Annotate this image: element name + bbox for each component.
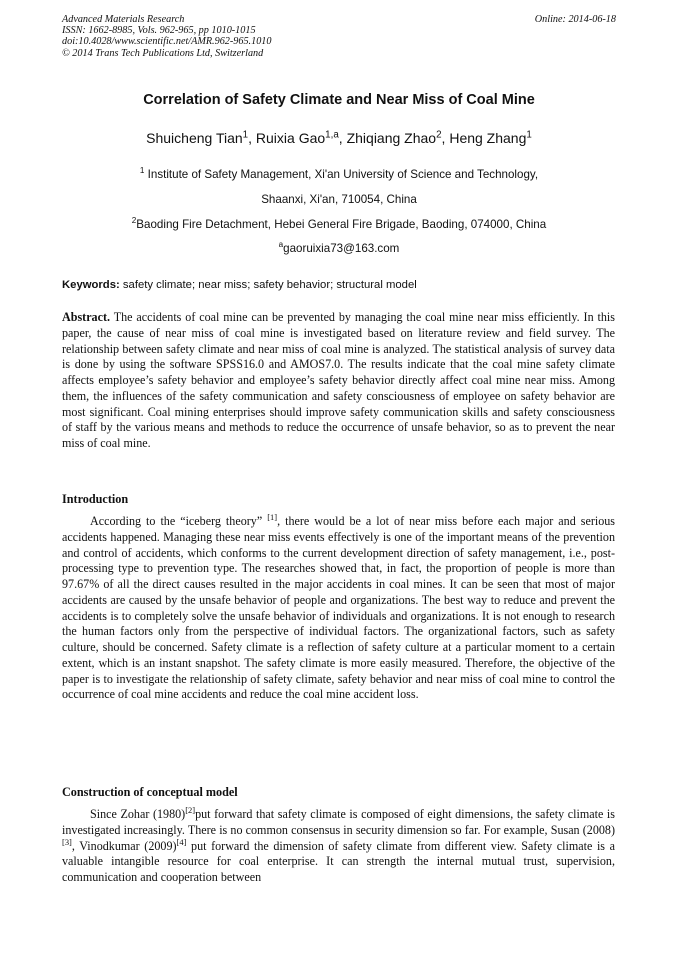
ref-3: [3] bbox=[62, 836, 72, 847]
paper-title: Correlation of Safety Climate and Near Miss of Coal Mine bbox=[143, 92, 535, 108]
aff1-line1: Institute of Safety Management, Xi'an University of Science and Technology, bbox=[144, 168, 539, 181]
email: gaoruixia73@163.com bbox=[283, 242, 400, 255]
model-text-4: put forward the dimension of safety climate from different view. Safety climate is a valuable intangible resource for coal enterprise. It can strength the internal mutual trust, supervision, communication and cooperation between bbox=[62, 838, 615, 884]
email-sup: a bbox=[278, 240, 284, 250]
model-text-3: , Vinodkumar (2009) bbox=[71, 838, 177, 853]
page-header bbox=[62, 14, 616, 59]
author-name: Zhiqiang Zhao bbox=[346, 130, 437, 146]
intro-paragraph bbox=[62, 511, 616, 703]
author-sup: 1,a bbox=[325, 129, 339, 141]
abstract-label: Abstract. bbox=[62, 310, 111, 324]
author-name: Heng Zhang bbox=[449, 130, 527, 146]
intro-text-a: According to the “iceberg theory” bbox=[90, 514, 268, 528]
copyright-line: © 2014 Trans Tech Publications Ltd, Switzerland bbox=[62, 47, 264, 59]
journal-name: Advanced Materials Research bbox=[62, 14, 185, 25]
affiliation-2 bbox=[0, 218, 678, 231]
author-sup: 1 bbox=[242, 129, 249, 141]
intro-text-b: , there would be a lot of near miss before each major and serious accidents happened. Managing these near miss events effectively is one of the important means of the prevention and control of accidents, which conforms to the current development direction of safety management, i.e., post-processing type to prevention type. The researches showed that, in fact, the proportion of people is more than 97.67% of all the direct causes resulted in the major accidents in coal mines. It can be seen that most of major accidents are caused by the unsafe behavior of people and organizations. The best way to reduce and prevent the accidents is to completely solve the unsafe behavior of individuals and organizations. It is not enough to research the human factors only from the perspective of individual factors. The organizational factors, such as safety culture, should be concerned. Safety climate is a reflection of safety culture at a particular moment to a certain extent, which is an instant snapshot. The safety climate is more easily measured. Therefore, the objective of the paper is to investigate the relationship of safety climate, safety behavior and near miss of coal mine to control the occurrence of coal mine accidents and reduce the coal mine accident loss. bbox=[62, 514, 616, 702]
intro-heading: Introduction bbox=[62, 492, 129, 506]
author-list: Shuicheng Tian$^1$, Ruixia Gao$^{1,a}$, Zhiqiang Zhao$^2$, Heng Zhang$^1$ bbox=[146, 129, 532, 146]
aff2-text: Baoding Fire Detachment, Hebei General Fire Brigade, Baoding, 074000, China bbox=[136, 218, 547, 231]
ref-1: [1] bbox=[267, 511, 278, 522]
author-name: Shuicheng Tian bbox=[146, 130, 243, 146]
model-paragraph bbox=[62, 807, 615, 901]
ref-2: [2] bbox=[185, 807, 196, 815]
model-text-1: Since Zohar (1980) bbox=[90, 807, 186, 821]
aff1-line2: Shaanxi, Xi'an, 710054, China bbox=[261, 193, 417, 206]
model-text-2: put forward that safety climate is composed of eight dimensions, the safety climate is investigated increasingly. There is no common consensus in security dimension so far. For example, Susan (2008) bbox=[62, 807, 615, 837]
aff2-sup: 2 bbox=[131, 216, 137, 226]
abstract bbox=[62, 310, 615, 452]
abstract-text: The accidents of coal mine can be prevented by managing the coal mine near miss efficiently. In this paper, the cause of near miss of coal mine is investigated based on literature review and field survey. The relationship between safety climate and near miss of coal mine is analyzed. The statistical analysis of survey data is done by using the software SPSS16.0 and AMOS7.0. The results indicate that the coal mine safety climate affects employee’s safety behavior and employee’s safety behavior directly affect coal mine near miss. Among them, the influences of the safety communication and safety consciousness of employee on safety behavior are most significant. Coal mining enterprises should improve safety communication skills and safety consciousness of staff by the various means and methods to reduce the occurrence of unsafe behavior, so as to prevent the near miss of coal mine. bbox=[62, 310, 615, 450]
author-sup: 1 bbox=[526, 129, 532, 141]
author-name: Ruixia Gao bbox=[255, 130, 326, 146]
model-heading: Construction of conceptual model bbox=[62, 785, 238, 799]
issn-line: ISSN: 1662-8985, Vols. 962-965, pp 1010-1015 bbox=[62, 25, 256, 37]
doi-line: doi:10.4028/www.scientific.net/AMR.962-965.1010 bbox=[62, 36, 272, 48]
keywords-text: safety climate; near miss; safety behavior; structural model bbox=[119, 279, 417, 291]
online-date: Online: 2014-06-18 bbox=[534, 14, 616, 25]
keywords-label: Keywords: bbox=[62, 279, 120, 291]
aff1-sup: 1 bbox=[139, 166, 145, 176]
keywords bbox=[62, 279, 616, 291]
author-sup: 2 bbox=[436, 129, 442, 141]
ref-4: [4] bbox=[176, 836, 187, 847]
affiliation-1 bbox=[0, 168, 678, 181]
email-line bbox=[0, 242, 678, 255]
